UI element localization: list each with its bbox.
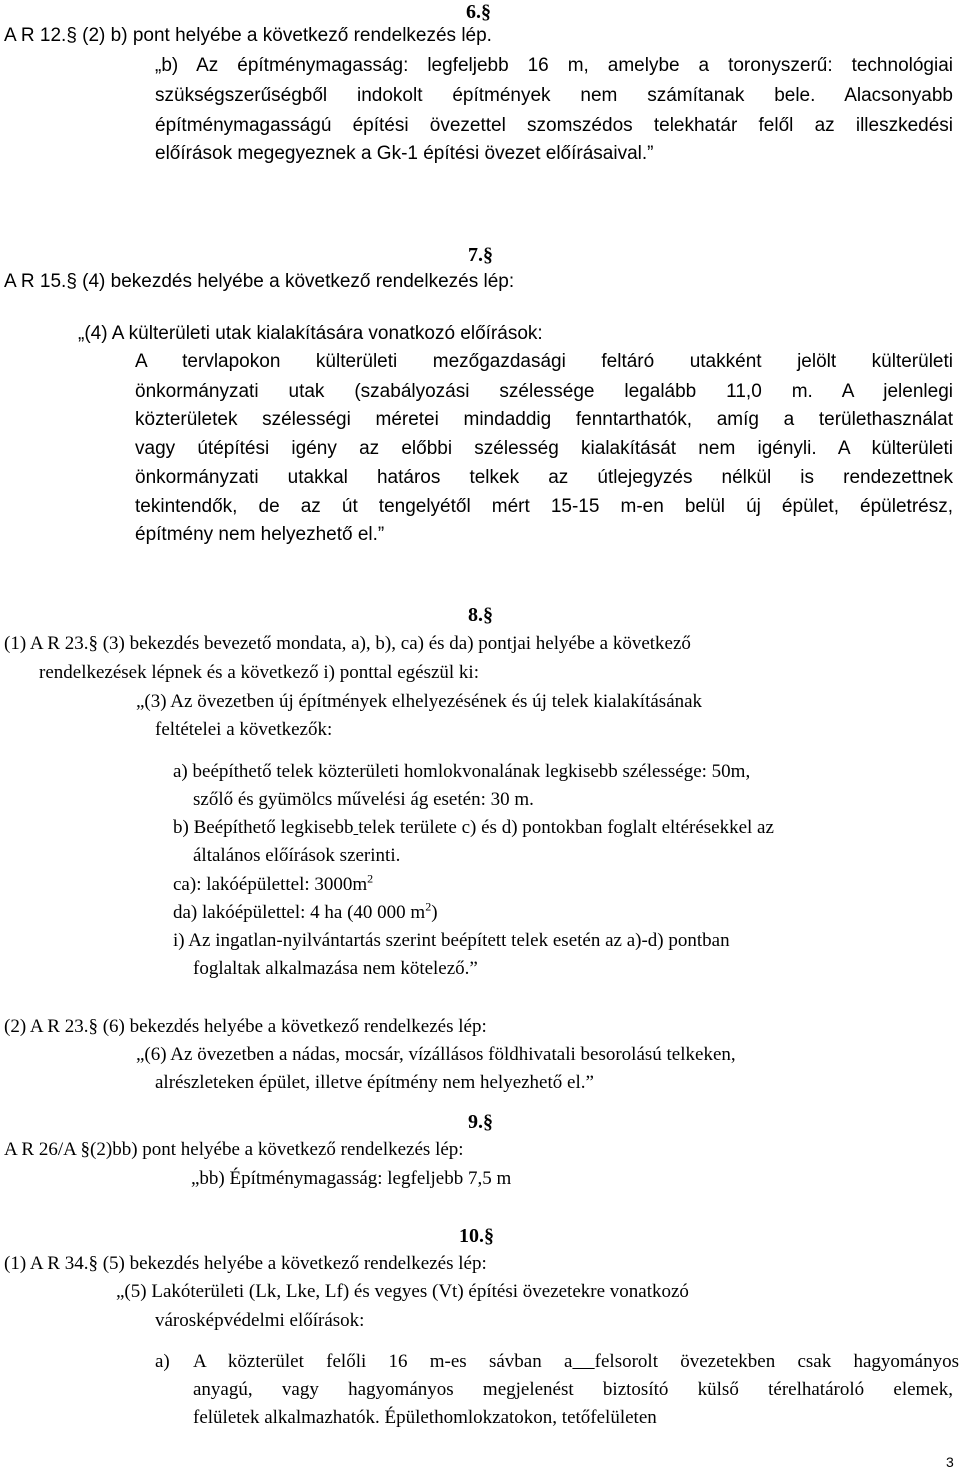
page-number: 3 [946,1454,954,1470]
section-7-body-line: önkormányzati utak (szabályozási szélessége legalább 11,0 m. A jelenlegi [135,381,953,402]
section-7-body-line: A tervlapokon külterületi mezőgazdasági feltáró utakként jelölt külterületi [135,351,953,372]
section-6-quote-line: előírások megegyeznek a Gk-1 építési övezet előírásaival.” [155,143,654,164]
item-a-underline [572,1351,594,1372]
section-9-quote: „bb) Építménymagasság: legfeljebb 7,5 m [191,1168,512,1189]
section-8-paragraph-2: (2) A R 23.§ (6) bekezdés helyébe a következő rendelkezés lép: [4,1016,487,1037]
section-6-quote-line: építménymagasságú építési övezettel szomszédos telekhatár felől az illeszkedési [155,115,953,136]
section-7-intro: A R 15.§ (4) bekezdés helyébe a következő rendelkezés lép: [4,271,515,292]
section-8-item-i: foglaltak alkalmazása nem kötelező.” [193,958,478,979]
section-8-item-b [173,816,774,840]
section-7-body-line: közterületek szélességi méretei mindaddig fenntarthatók, amíg a területhasználat [135,409,953,430]
section-8-quote-1: „(3) Az övezetben új építmények elhelyezésének és új telek kialakításának [136,691,703,712]
section-8-item-i: i) Az ingatlan-nyilvántartás szerint beépített telek esetén az a)-d) pontban [173,930,730,951]
section-8-paragraph-1: (1) A R 23.§ (3) bekezdés bevezető mondata, a), b), ca) és da) pontjai helyébe a következő [4,633,691,654]
section-10-item-a: felületek alkalmazhatók. Épülethomlokzatokon, tetőfelületen [193,1407,657,1428]
section-6-quote-line: szükségszerűségből indokolt építmények nem számítanak bele. Alacsonyabb [155,85,953,106]
section-10-item-a: anyagú, vagy hagyományos megjelenést biztosító külső térelhatároló elemek, [193,1379,953,1400]
section-10-item-a [193,1350,959,1374]
section-6-heading: 6.§ [466,1,491,23]
section-7-body-line: építmény nem helyezhető el.” [135,524,385,545]
section-7-body-line: önkormányzati utakkal határos telkek az útlejegyzés nélkül is rendezettnek [135,467,953,488]
section-10-quote: „(5) Lakóterületi (Lk, Lke, Lf) és vegyes (Vt) építési övezetekre vonatkozó [116,1281,689,1302]
item-b-text: b) Beépíthető legkisebb [173,817,354,838]
section-9-heading: 9.§ [468,1111,493,1133]
item-a-text-end: felsorolt övezetekben csak hagyományos [594,1351,960,1372]
section-8-quote-1: feltételei a következők: [155,719,333,740]
item-a-text: A közterület felőli 16 m-es sávban a [193,1351,573,1372]
section-6-intro: A R 12.§ (2) b) pont helyébe a következő rendelkezés lép. [4,25,492,46]
section-8-quote-2: alrészleteken épület, illetve építmény nem helyezhető el.” [155,1072,594,1093]
item-ca-text: ca): lakóépülettel: 3000m [173,874,368,895]
section-10-intro: (1) A R 34.§ (5) bekezdés helyébe a következő rendelkezés lép: [4,1253,487,1274]
section-8-item-ca [173,873,373,897]
item-da-superscript: 2 [425,899,432,914]
section-10-quote: városképvédelmi előírások: [155,1310,365,1331]
section-7-body-line: tekintendők, de az út tengelyétől mért 15-15 m-en belül új épület, épületrész, [135,496,953,517]
section-8-paragraph-1: rendelkezések lépnek és a következő i) ponttal egészül ki: [39,662,479,683]
item-b-text-end: telek területe c) és d) pontokban foglalt eltérésekkel az [358,817,774,838]
item-da-end: ) [431,902,438,923]
item-ca-superscript: 2 [367,871,374,886]
section-8-item-da [173,901,438,925]
section-7-heading: 7.§ [468,244,493,266]
section-8-item-b: általános előírások szerinti. [193,845,401,866]
section-10-heading: 10.§ [459,1225,494,1247]
section-9-intro: A R 26/A §(2)bb) pont helyébe a következő rendelkezés lép: [4,1139,464,1160]
section-7-body-line: vagy útépítési igény az előbbi szélesség kialakítását nem igényli. A külterületi [135,438,953,459]
section-6-quote-line: „b) Az építménymagasság: legfeljebb 16 m, amelybe a toronyszerű: technológiai [155,55,953,76]
section-10-item-a-label: a) [155,1351,170,1372]
section-8-item-a: szőlő és gyümölcs művelési ág esetén: 30 m. [193,789,534,810]
section-8-heading: 8.§ [468,604,493,626]
section-8-item-a: a) beépíthető telek közterületi homlokvonalának legkisebb szélessége: 50m, [173,761,751,782]
section-7-quote-title: „(4) A külterületi utak kialakítására vonatkozó előírások: [78,323,543,344]
item-da-text: da) lakóépülettel: 4 ha (40 000 m [173,902,426,923]
section-8-quote-2: „(6) Az övezetben a nádas, mocsár, vízállásos földhivatali besorolású telkeken, [136,1044,736,1065]
